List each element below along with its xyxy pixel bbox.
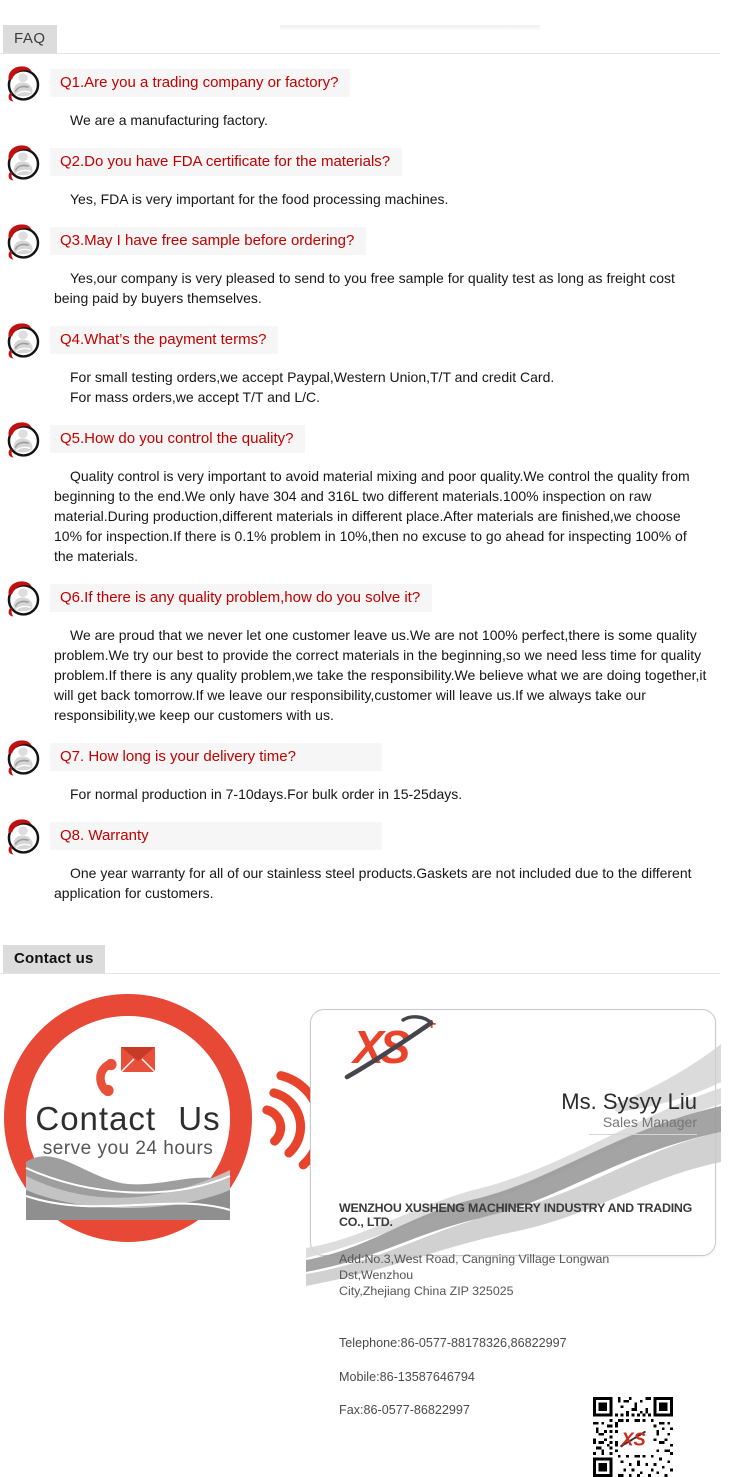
faq-question: Q2.Do you have FDA certificate for the materials?: [50, 148, 402, 176]
tab-faq[interactable]: FAQ: [3, 25, 57, 53]
company-mascot-logo-icon: [4, 222, 42, 260]
contact-person: [293, 1090, 697, 1135]
company-address: Add:No.3,West Road, Cangning Village Longwan Dst,Wenzhou City,Zhejiang China ZIP 325025: [339, 1252, 610, 1298]
company-name: WENZHOU XUSHENG MACHINERY INDUSTRY AND TRADING CO., LTD.: [339, 1201, 693, 1229]
page: [0, 25, 720, 1450]
faq-question: Q5.How do you control the quality?: [50, 425, 305, 453]
contact-person-name: Ms. Sysyy Liu: [561, 1089, 697, 1114]
faq-answer: For normal production in 7-10days.For bulk order in 15-25days.: [70, 786, 463, 802]
faq-answer: Quality control is very important to avoid material mixing and poor quality.We control the quality from beginning to the end.We only have 304 and 316L two different materials.100% inspection on raw material.During production,different materials in different place.After materials are finished,we choose 10% for inspection.If there is 0.1% problem in 10%,then no excuse to go ahead for inspecting 100% of the materials.: [54, 468, 690, 564]
faq-item-8: [0, 817, 720, 903]
contact-area: [0, 974, 720, 1450]
faq-question: Q4.What’s the payment terms?: [50, 326, 278, 354]
faq-answer: One year warranty for all of our stainless steel products.Gaskets are not included due to the different application for customers.: [54, 865, 692, 901]
cropped-image-remnant: [280, 25, 540, 31]
telephone-number: Telephone:86-0577-88178326,86822997: [339, 1336, 567, 1350]
faq-item-1: [0, 64, 720, 130]
faq-question: Q3.May I have free sample before ordering?: [50, 227, 366, 255]
company-mascot-logo-icon: [4, 817, 42, 855]
faq-question: Q8. Warranty: [50, 822, 382, 850]
company-mascot-logo-icon: [4, 64, 42, 102]
fax-number: Fax:86-0577-86822997: [339, 1403, 470, 1417]
faq-item-6: [0, 579, 720, 725]
company-mascot-logo-icon: [4, 420, 42, 458]
divider: [589, 1134, 697, 1135]
phone-envelope-icon: [96, 1044, 160, 1096]
faq-question: Q6.If there is any quality problem,how do you solve it?: [50, 584, 432, 612]
qr-center-logo: XS: [621, 1429, 646, 1450]
contact-badge-title: Contact Us: [35, 1100, 221, 1137]
faq-question: Q7. How long is your delivery time?: [50, 743, 382, 771]
contact-badge: [4, 994, 252, 1242]
xs-logo: [339, 1014, 449, 1080]
faq-item-3: [0, 222, 720, 308]
contact-person-title: Sales Manager: [602, 1114, 697, 1130]
faq-list: [0, 54, 720, 903]
faq-answer: We are a manufacturing factory.: [70, 112, 268, 128]
faq-item-7: [0, 738, 720, 804]
faq-answer: For small testing orders,we accept Paypal,Western Union,T/T and credit Card. For mass orders,we accept T/T and L/C.: [70, 369, 555, 405]
company-mascot-logo-icon: [4, 738, 42, 776]
contact-section-header: [0, 945, 720, 974]
faq-answer: We are proud that we never let one customer leave us.We are not 100% perfect,there is some quality problem.We try our best to provide the correct materials in the beginning,so we need less time for quality problem.If there is any quality problem,we take the responsibility.We believe what we are doing together,it will get back tomorrow.If we leave our responsibility,customer will leave us.If we always take our responsibility,we keep our customers with us.: [54, 627, 707, 723]
tab-contact-us[interactable]: Contact us: [3, 945, 105, 973]
faq-item-2: [0, 143, 720, 209]
qr-code: [593, 1397, 673, 1477]
faq-question: Q1.Are you a trading company or factory?: [50, 69, 350, 97]
contact-badge-subtitle: serve you 24 hours: [42, 1138, 214, 1159]
faq-answer: Yes,our company is very pleased to send to you free sample for quality test as long as freight cost being paid by buyers themselves.: [54, 270, 675, 306]
company-mascot-logo-icon: [4, 321, 42, 359]
company-mascot-logo-icon: [4, 579, 42, 617]
business-card: [310, 1009, 716, 1450]
mobile-number: Mobile:86-13587646794: [339, 1370, 475, 1384]
faq-item-4: [0, 321, 720, 407]
xs-logo-plus: +: [427, 1016, 437, 1033]
logo-swoosh: [339, 1014, 449, 1080]
xs-logo-text: XS: [353, 1021, 407, 1073]
faq-item-5: [0, 420, 720, 566]
company-mascot-logo-icon: [4, 143, 42, 181]
faq-answer: Yes, FDA is very important for the food processing machines.: [70, 191, 449, 207]
